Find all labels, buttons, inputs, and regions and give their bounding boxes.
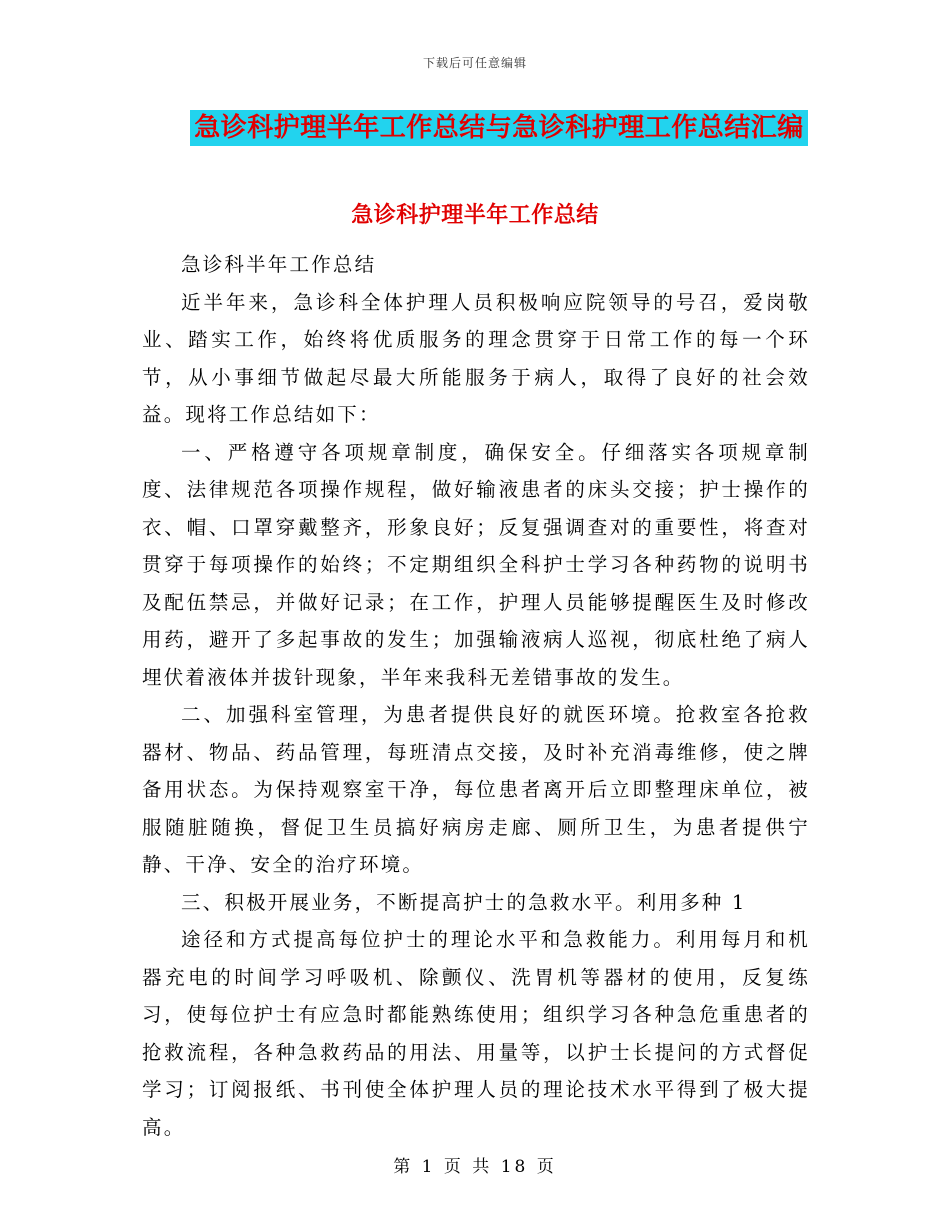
paragraph-section-3: 三、积极开展业务，不断提高护士的急救水平。利用多种 1: [181, 890, 747, 914]
paragraph-section-3-continued: 途径和方式提高每位护士的理论水平和急救能力。利用每月和机器充电的时间学习呼吸机、除颤仪、洗胃机等器材的使用，反复练习，使每位护士有应急时都能熟练使用；组织学习各种急危重患者的抢救流程，各种急救药品的用法、用量等，以护士长提问的方式督促学习；订阅报纸、书刊使全体护理人员的理论技术水平得到了极大提高。: [142, 928, 810, 1139]
body-text: [142, 246, 810, 1146]
paragraph-heading: 急诊科半年工作总结: [181, 253, 377, 276]
paragraph-section-1: 一、严格遵守各项规章制度，确保安全。仔细落实各项规章制度、法律规范各项操作规程，做好输液患者的床头交接；护士操作的衣、帽、口罩穿戴整齐，形象良好；反复强调查对的重要性，将查对贯穿于每项操作的始终；不定期组织全科护士学习各种药物的说明书及配伍禁忌，并做好记录；在工作，护理人员能够提醒医生及时修改用药，避开了多起事故的发生；加强输液病人巡视，彻底杜绝了病人埋伏着液体并拔针现象，半年来我科无差错事故的发生。: [142, 440, 810, 689]
header-note: 下载后可任意编辑: [422, 56, 527, 70]
section-title: 急诊科护理半年工作总结: [351, 202, 599, 228]
paragraph-section-2: 二、加强科室管理，为患者提供良好的就医环境。抢救室各抢救器材、物品、药品管理，每班清点交接，及时补充消毒维修，使之牌备用状态。为保持观察室干净，每位患者离开后立即整理床单位，被服随脏随换，督促卫生员搞好病房走廊、厕所卫生，为患者提供宁静、干净、安全的治疗环境。: [142, 703, 810, 876]
page-indicator: 第 1 页 共 18 页: [393, 1157, 557, 1177]
main-title-container: [0, 110, 950, 146]
main-title: 急诊科护理半年工作总结与急诊科护理工作总结汇编: [190, 110, 808, 146]
paragraph-intro: 近半年来，急诊科全体护理人员积极响应院领导的号召，爱岗敬业、踏实工作，始终将优质服务的理念贯穿于日常工作的每一个环节，从小事细节做起尽最大所能服务于病人，取得了良好的社会效益。现将工作总结如下：: [142, 290, 810, 426]
